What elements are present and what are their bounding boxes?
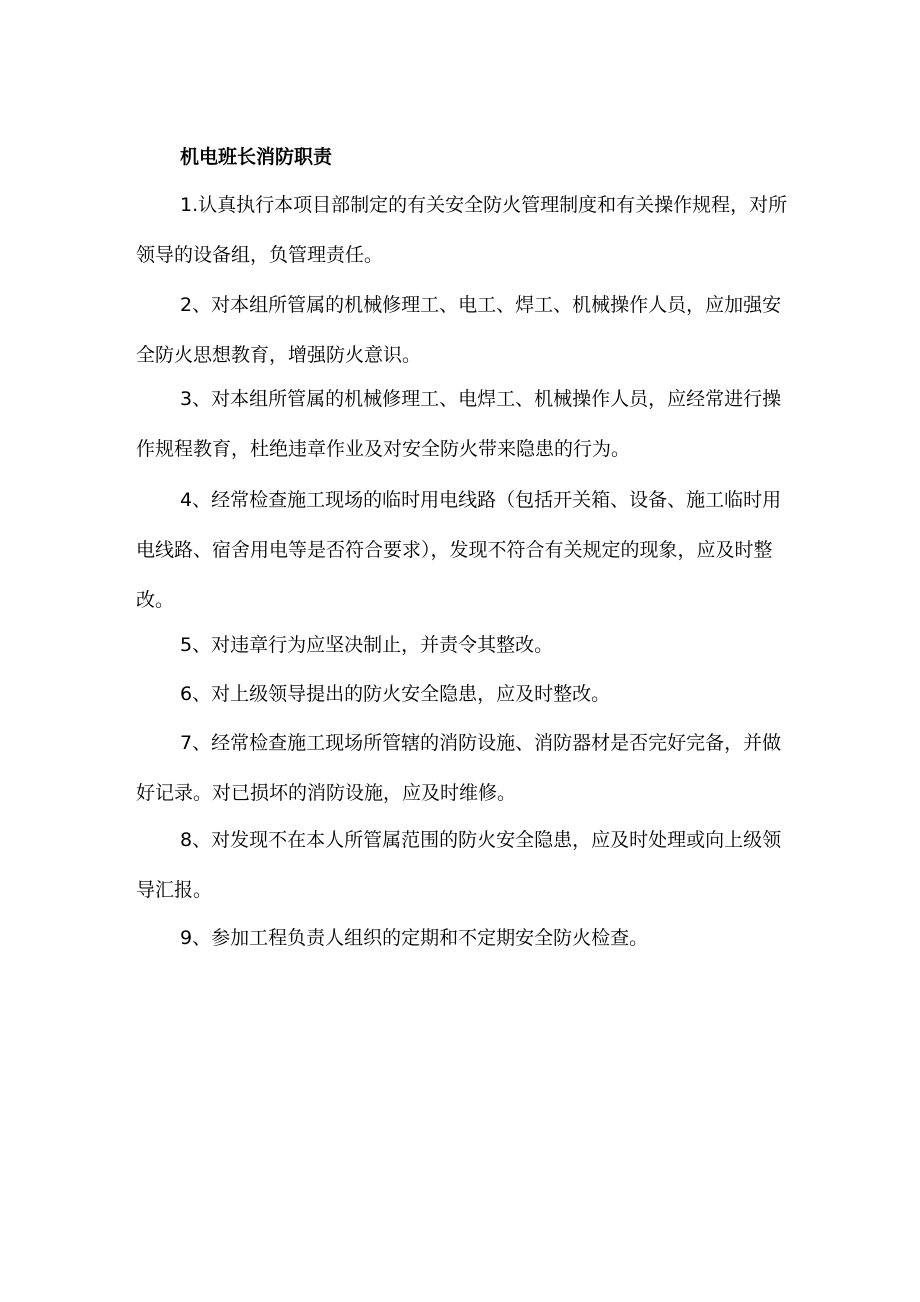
paragraph-8: 8、对发现不在本人所管属范围的防火安全隐患，应及时处理或向上级领导汇报。 — [136, 829, 782, 901]
paragraph-5: 5、对违章行为应坚决制止，并责令其整改。 — [180, 634, 554, 656]
document-title: 机电班长消防职责 — [180, 146, 333, 168]
paragraph-1: 1.认真执行本项目部制定的有关安全防火管理制度和有关操作规程，对所领导的设备组，负管理责任。 — [136, 194, 788, 266]
paragraph-4: 4、经常检查施工现场的临时用电线路（包括开关箱、设备、施工临时用电线路、宿舍用电等是否符合要求），发现不符合有关规定的现象，应及时整改。 — [136, 489, 782, 611]
paragraph-2: 2、对本组所管属的机械修理工、电工、焊工、机械操作人员，应加强安全防火思想教育，增强防火意识。 — [136, 294, 782, 366]
paragraph-6: 6、对上级领导提出的防火安全隐患，应及时整改。 — [180, 683, 611, 705]
paragraph-3: 3、对本组所管属的机械修理工、电焊工、机械操作人员，应经常进行操作规程教育，杜绝违章作业及对安全防火带来隐患的行为。 — [136, 388, 782, 460]
paragraph-9: 9、参加工程负责人组织的定期和不定期安全防火检查。 — [180, 927, 649, 949]
paragraph-7: 7、经常检查施工现场所管辖的消防设施、消防器材是否完好完备，并做好记录。对已损坏的消防设施，应及时维修。 — [136, 732, 782, 804]
